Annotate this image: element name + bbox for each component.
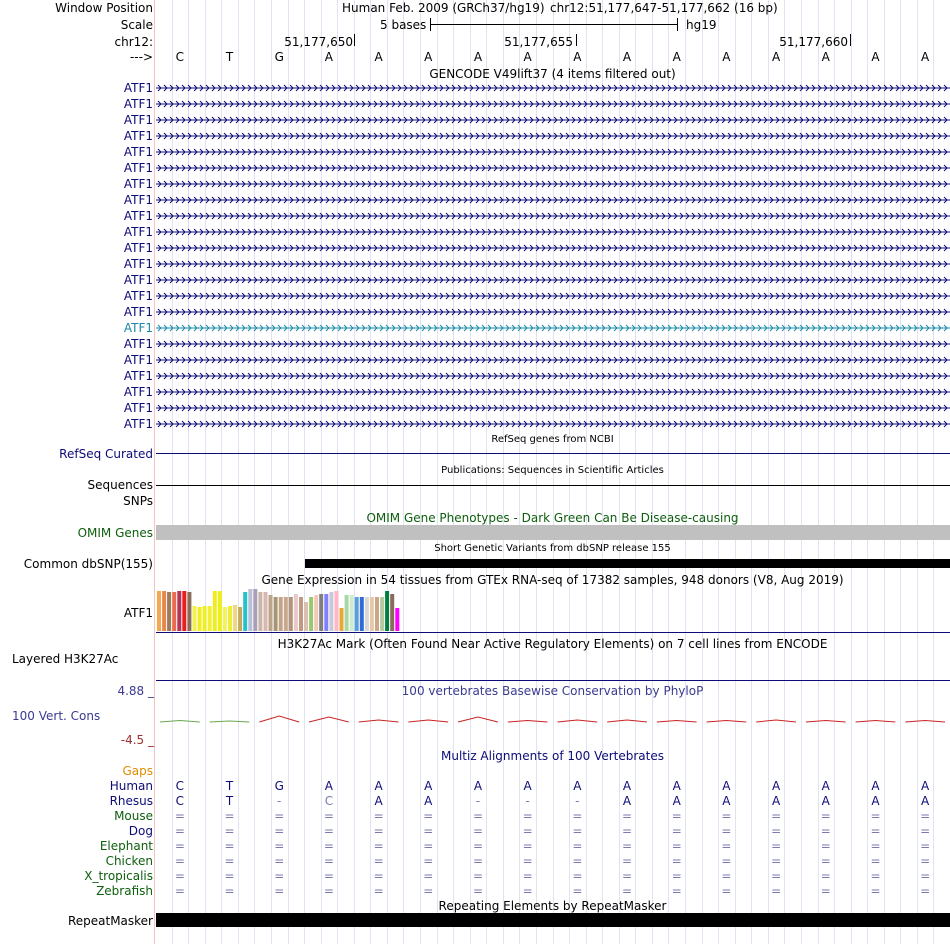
alignment-base: = (373, 824, 384, 838)
alignment-base: = (224, 884, 235, 898)
alignment-base: = (373, 869, 384, 883)
base-letter: A (722, 50, 731, 64)
h3k27ac-track-title: H3K27Ac Mark (Often Found Near Active Regulatory Elements) on 7 cell lines from ENCODE (277, 637, 828, 651)
alignment-base: = (472, 854, 484, 868)
alignment-base: = (671, 869, 682, 883)
chrom-label: chr12: (114, 35, 153, 49)
gene-label[interactable]: ATF1 (123, 81, 153, 95)
alignment-base: A (324, 779, 334, 793)
repeatmasker-track-title: Repeating Elements by RepeatMasker (438, 899, 667, 913)
base-letter: A (821, 50, 830, 64)
alignment-base: A (672, 794, 681, 808)
alignment-base: A (722, 794, 731, 808)
alignment-base: = (920, 824, 931, 838)
species-label[interactable]: Chicken (105, 854, 153, 868)
alignment-base: C (175, 779, 185, 793)
gene-label[interactable]: ATF1 (123, 385, 153, 399)
species-label[interactable]: Elephant (99, 839, 153, 853)
alignment-base: = (224, 869, 235, 883)
gene-label[interactable]: ATF1 (123, 401, 153, 415)
species-label[interactable]: Rhesus (109, 794, 153, 808)
alignment-base: = (671, 884, 682, 898)
publications-sequences-label[interactable]: Sequences (87, 478, 153, 492)
alignment-base: C (175, 794, 185, 808)
alignment-base: = (423, 869, 434, 883)
omim-track-label[interactable]: OMIM Genes (77, 526, 153, 540)
species-label[interactable]: Mouse (114, 809, 153, 823)
alignment-base: = (820, 839, 831, 853)
alignment-base: = (274, 869, 285, 883)
base-letter: A (374, 50, 383, 64)
phylop-score[interactable] (756, 720, 796, 722)
alignment-base: = (572, 854, 583, 868)
alignment-base: C (324, 794, 334, 808)
gene-label[interactable]: ATF1 (123, 369, 153, 383)
publications-snps-label[interactable]: SNPs (123, 494, 153, 508)
alignment-base: = (622, 824, 633, 838)
base-letter: A (324, 50, 334, 64)
gene-label[interactable]: ATF1 (123, 321, 153, 335)
base-letter: A (523, 50, 532, 64)
base-letter: C (175, 50, 185, 64)
alignment-base: A (871, 794, 880, 808)
alignment-base: A (771, 794, 781, 808)
alignment-base: = (920, 884, 931, 898)
alignment-base: = (174, 869, 185, 883)
alignment-base: = (572, 869, 583, 883)
phylop-score[interactable] (607, 720, 647, 722)
species-label[interactable]: Dog (128, 824, 153, 838)
phylop-score[interactable] (806, 721, 846, 723)
alignment-base: = (820, 854, 831, 868)
gene-label[interactable]: ATF1 (123, 257, 153, 271)
alignment-base: A (424, 779, 433, 793)
alignment-base: = (522, 809, 533, 823)
alignment-base: = (771, 809, 782, 823)
gene-label[interactable]: ATF1 (123, 97, 153, 111)
alignment-base: T (225, 779, 234, 793)
alignment-base: G (274, 779, 284, 793)
alignment-base: T (225, 794, 234, 808)
alignment-base: = (622, 809, 633, 823)
gencode-track-title: GENCODE V49lift37 (4 items filtered out) (429, 67, 676, 81)
alignment-base: = (820, 824, 831, 838)
alignment-base: = (771, 839, 782, 853)
alignment-base: = (820, 869, 831, 883)
alignment-base: = (522, 869, 533, 883)
gene-label[interactable]: ATF1 (123, 417, 153, 431)
base-letter: A (622, 50, 632, 64)
alignment-base: = (522, 839, 533, 853)
multiz-track-title: Multiz Alignments of 100 Vertebrates (440, 749, 665, 763)
alignment-base: = (572, 884, 583, 898)
alignment-base: = (174, 824, 185, 838)
gene-label[interactable]: ATF1 (123, 225, 153, 239)
dbsnp-track-label[interactable]: Common dbSNP(155) (23, 557, 153, 571)
alignment-base: = (671, 839, 682, 853)
alignment-base: A (424, 794, 433, 808)
phylop-score[interactable] (359, 720, 399, 722)
scale-db: hg19 (686, 18, 717, 32)
alignment-base: = (721, 869, 732, 883)
alignment-base: = (274, 824, 285, 838)
alignment-base: = (472, 884, 484, 898)
assembly-title: Human Feb. 2009 (GRCh37/hg19) (342, 1, 545, 15)
alignment-base: = (373, 884, 384, 898)
alignment-base: = (721, 884, 732, 898)
scale-label: Scale (120, 18, 153, 32)
h3k27ac-track-label[interactable]: Layered H3K27Ac (12, 652, 119, 666)
alignment-base: = (224, 854, 235, 868)
alignment-base: = (323, 869, 334, 883)
alignment-base: A (473, 779, 483, 793)
window-position-label: Window Position (55, 1, 153, 15)
alignment-base: A (573, 779, 582, 793)
alignment-base: = (323, 854, 334, 868)
alignment-base: = (771, 824, 782, 838)
alignment-base: = (771, 869, 782, 883)
alignment-base: = (323, 824, 334, 838)
alignment-base: A (771, 779, 781, 793)
gene-label[interactable]: ATF1 (123, 113, 153, 127)
coord-tick-label: 51,177,655 (504, 35, 573, 49)
dbsnp-track-title: Short Genetic Variants from dbSNP release 155 (434, 543, 671, 554)
alignment-base: = (323, 839, 334, 853)
alignment-base: = (373, 854, 384, 868)
alignment-base: = (472, 839, 484, 853)
alignment-base: = (721, 839, 732, 853)
phylop-ymax: 4.88 _ (117, 684, 154, 698)
alignment-base: = (174, 839, 185, 853)
base-letter: A (871, 50, 880, 64)
alignment-base: = (920, 839, 931, 853)
gene-label[interactable]: ATF1 (123, 161, 153, 175)
phylop-track-label[interactable]: 100 Vert. Cons (12, 709, 101, 723)
alignment-base: = (423, 824, 434, 838)
alignment-base: = (870, 869, 881, 883)
alignment-base: = (323, 809, 334, 823)
base-letter: A (473, 50, 483, 64)
multiz-gaps-label[interactable]: Gaps (122, 764, 153, 778)
species-label[interactable]: Zebrafish (96, 884, 153, 898)
alignment-base: A (921, 794, 930, 808)
alignment-base: = (323, 884, 334, 898)
alignment-base: = (671, 824, 682, 838)
alignment-base: = (472, 869, 484, 883)
gene-label[interactable]: ATF1 (123, 337, 153, 351)
alignment-base: = (423, 809, 434, 823)
repeatmasker-track-label[interactable]: RepeatMasker (67, 914, 153, 928)
alignment-base: = (522, 824, 533, 838)
alignment-base: = (721, 824, 732, 838)
alignment-base: = (274, 884, 285, 898)
scale-text: 5 bases (380, 18, 427, 32)
base-letter: G (274, 50, 284, 64)
alignment-base: = (820, 884, 831, 898)
alignment-base: = (274, 854, 285, 868)
base-letter: T (225, 50, 234, 64)
alignment-base: = (920, 869, 931, 883)
coord-tick-label: 51,177,660 (779, 35, 848, 49)
refseq-track-title: RefSeq genes from NCBI (491, 434, 614, 445)
alignment-base: = (423, 854, 434, 868)
alignment-base: = (373, 809, 384, 823)
alignment-base: A (374, 779, 383, 793)
position-title: chr12:51,177,647-51,177,662 (16 bp) (550, 1, 778, 15)
alignment-base: = (472, 824, 484, 838)
publications-track-title: Publications: Sequences in Scientific Articles (441, 465, 664, 476)
alignment-base: = (721, 854, 732, 868)
phylop-track-title: 100 vertebrates Basewise Conservation by PhyloP (401, 684, 704, 698)
phylop-score[interactable] (508, 721, 548, 723)
alignment-base: = (472, 809, 484, 823)
phylop-score[interactable] (707, 721, 747, 723)
alignment-base: = (274, 809, 285, 823)
alignment-base: = (224, 809, 235, 823)
gene-label[interactable]: ATF1 (123, 289, 153, 303)
alignment-base: A (921, 779, 930, 793)
alignment-base: = (423, 839, 434, 853)
alignment-base: A (622, 779, 632, 793)
alignment-base: = (870, 884, 881, 898)
alignment-base: = (870, 809, 881, 823)
refseq-track-label[interactable]: RefSeq Curated (59, 447, 153, 461)
alignment-base: = (622, 839, 633, 853)
phylop-score[interactable] (557, 720, 597, 722)
alignment-base: = (771, 854, 782, 868)
alignment-base: - (277, 794, 282, 808)
phylop-score[interactable] (210, 721, 250, 722)
alignment-base: = (870, 839, 881, 853)
alignment-base: = (224, 824, 235, 838)
gene-label[interactable]: ATF1 (123, 241, 153, 255)
gene-label[interactable]: ATF1 (123, 209, 153, 223)
gtex-track-label[interactable]: ATF1 (123, 606, 153, 620)
alignment-base: = (572, 839, 583, 853)
alignment-base: = (224, 839, 235, 853)
alignment-base: A (374, 794, 383, 808)
species-label[interactable]: X_tropicalis (84, 869, 153, 883)
alignment-base: = (671, 809, 682, 823)
alignment-base: = (174, 884, 185, 898)
alignment-base: = (522, 884, 533, 898)
base-letter: A (921, 50, 930, 64)
alignment-base: = (870, 824, 881, 838)
alignment-base: = (174, 854, 185, 868)
phylop-score[interactable] (856, 721, 896, 723)
gene-label[interactable]: ATF1 (123, 145, 153, 159)
gene-label[interactable]: ATF1 (123, 193, 153, 207)
alignment-base: = (622, 869, 633, 883)
strand-arrow: ---> (129, 50, 153, 64)
omim-track-title: OMIM Gene Phenotypes - Dark Green Can Be Disease-causing (366, 511, 739, 525)
alignment-base: A (821, 779, 830, 793)
gtex-track-title: Gene Expression in 54 tissues from GTEx RNA-seq of 17382 samples, 948 donors (V8, Aug 2019) (261, 573, 844, 587)
alignment-base: - (525, 794, 530, 808)
base-letter: A (573, 50, 582, 64)
alignment-base: = (572, 809, 583, 823)
phylop-score[interactable] (408, 720, 448, 722)
phylop-score[interactable] (259, 716, 299, 722)
alignment-base: A (722, 779, 731, 793)
alignment-base: = (373, 839, 384, 853)
repeatmasker-bar[interactable] (156, 913, 950, 927)
alignment-base: = (771, 884, 782, 898)
alignment-base: = (622, 854, 633, 868)
alignment-base: = (622, 884, 633, 898)
base-letter: A (771, 50, 781, 64)
alignment-base: = (920, 854, 931, 868)
alignment-base: = (671, 854, 682, 868)
alignment-base: - (575, 794, 580, 808)
phylop-score[interactable] (309, 717, 349, 722)
alignment-base: - (475, 794, 481, 808)
alignment-base: A (672, 779, 681, 793)
phylop-ymin: -4.5 _ (120, 733, 154, 747)
alignment-base: = (820, 809, 831, 823)
phylop-score[interactable] (160, 721, 200, 723)
gene-label[interactable]: ATF1 (123, 177, 153, 191)
alignment-base: A (821, 794, 830, 808)
alignment-base: = (423, 884, 434, 898)
gene-label[interactable]: ATF1 (123, 273, 153, 287)
alignment-base: = (174, 809, 185, 823)
alignment-base: = (920, 809, 931, 823)
alignment-base: = (721, 809, 732, 823)
phylop-score[interactable] (657, 721, 697, 723)
phylop-score[interactable] (905, 721, 945, 723)
gene-label[interactable]: ATF1 (123, 353, 153, 367)
phylop-score[interactable] (458, 717, 498, 722)
alignment-base: A (523, 779, 532, 793)
alignment-base: A (622, 794, 632, 808)
base-letter: A (672, 50, 681, 64)
alignment-base: = (522, 854, 533, 868)
alignment-base: = (870, 854, 881, 868)
alignment-base: = (274, 839, 285, 853)
species-label[interactable]: Human (109, 779, 153, 793)
gene-label[interactable]: ATF1 (123, 129, 153, 143)
gene-label[interactable]: ATF1 (123, 305, 153, 319)
alignment-base: A (871, 779, 880, 793)
alignment-base: = (572, 824, 583, 838)
base-letter: A (424, 50, 433, 64)
coord-tick-label: 51,177,650 (284, 35, 353, 49)
